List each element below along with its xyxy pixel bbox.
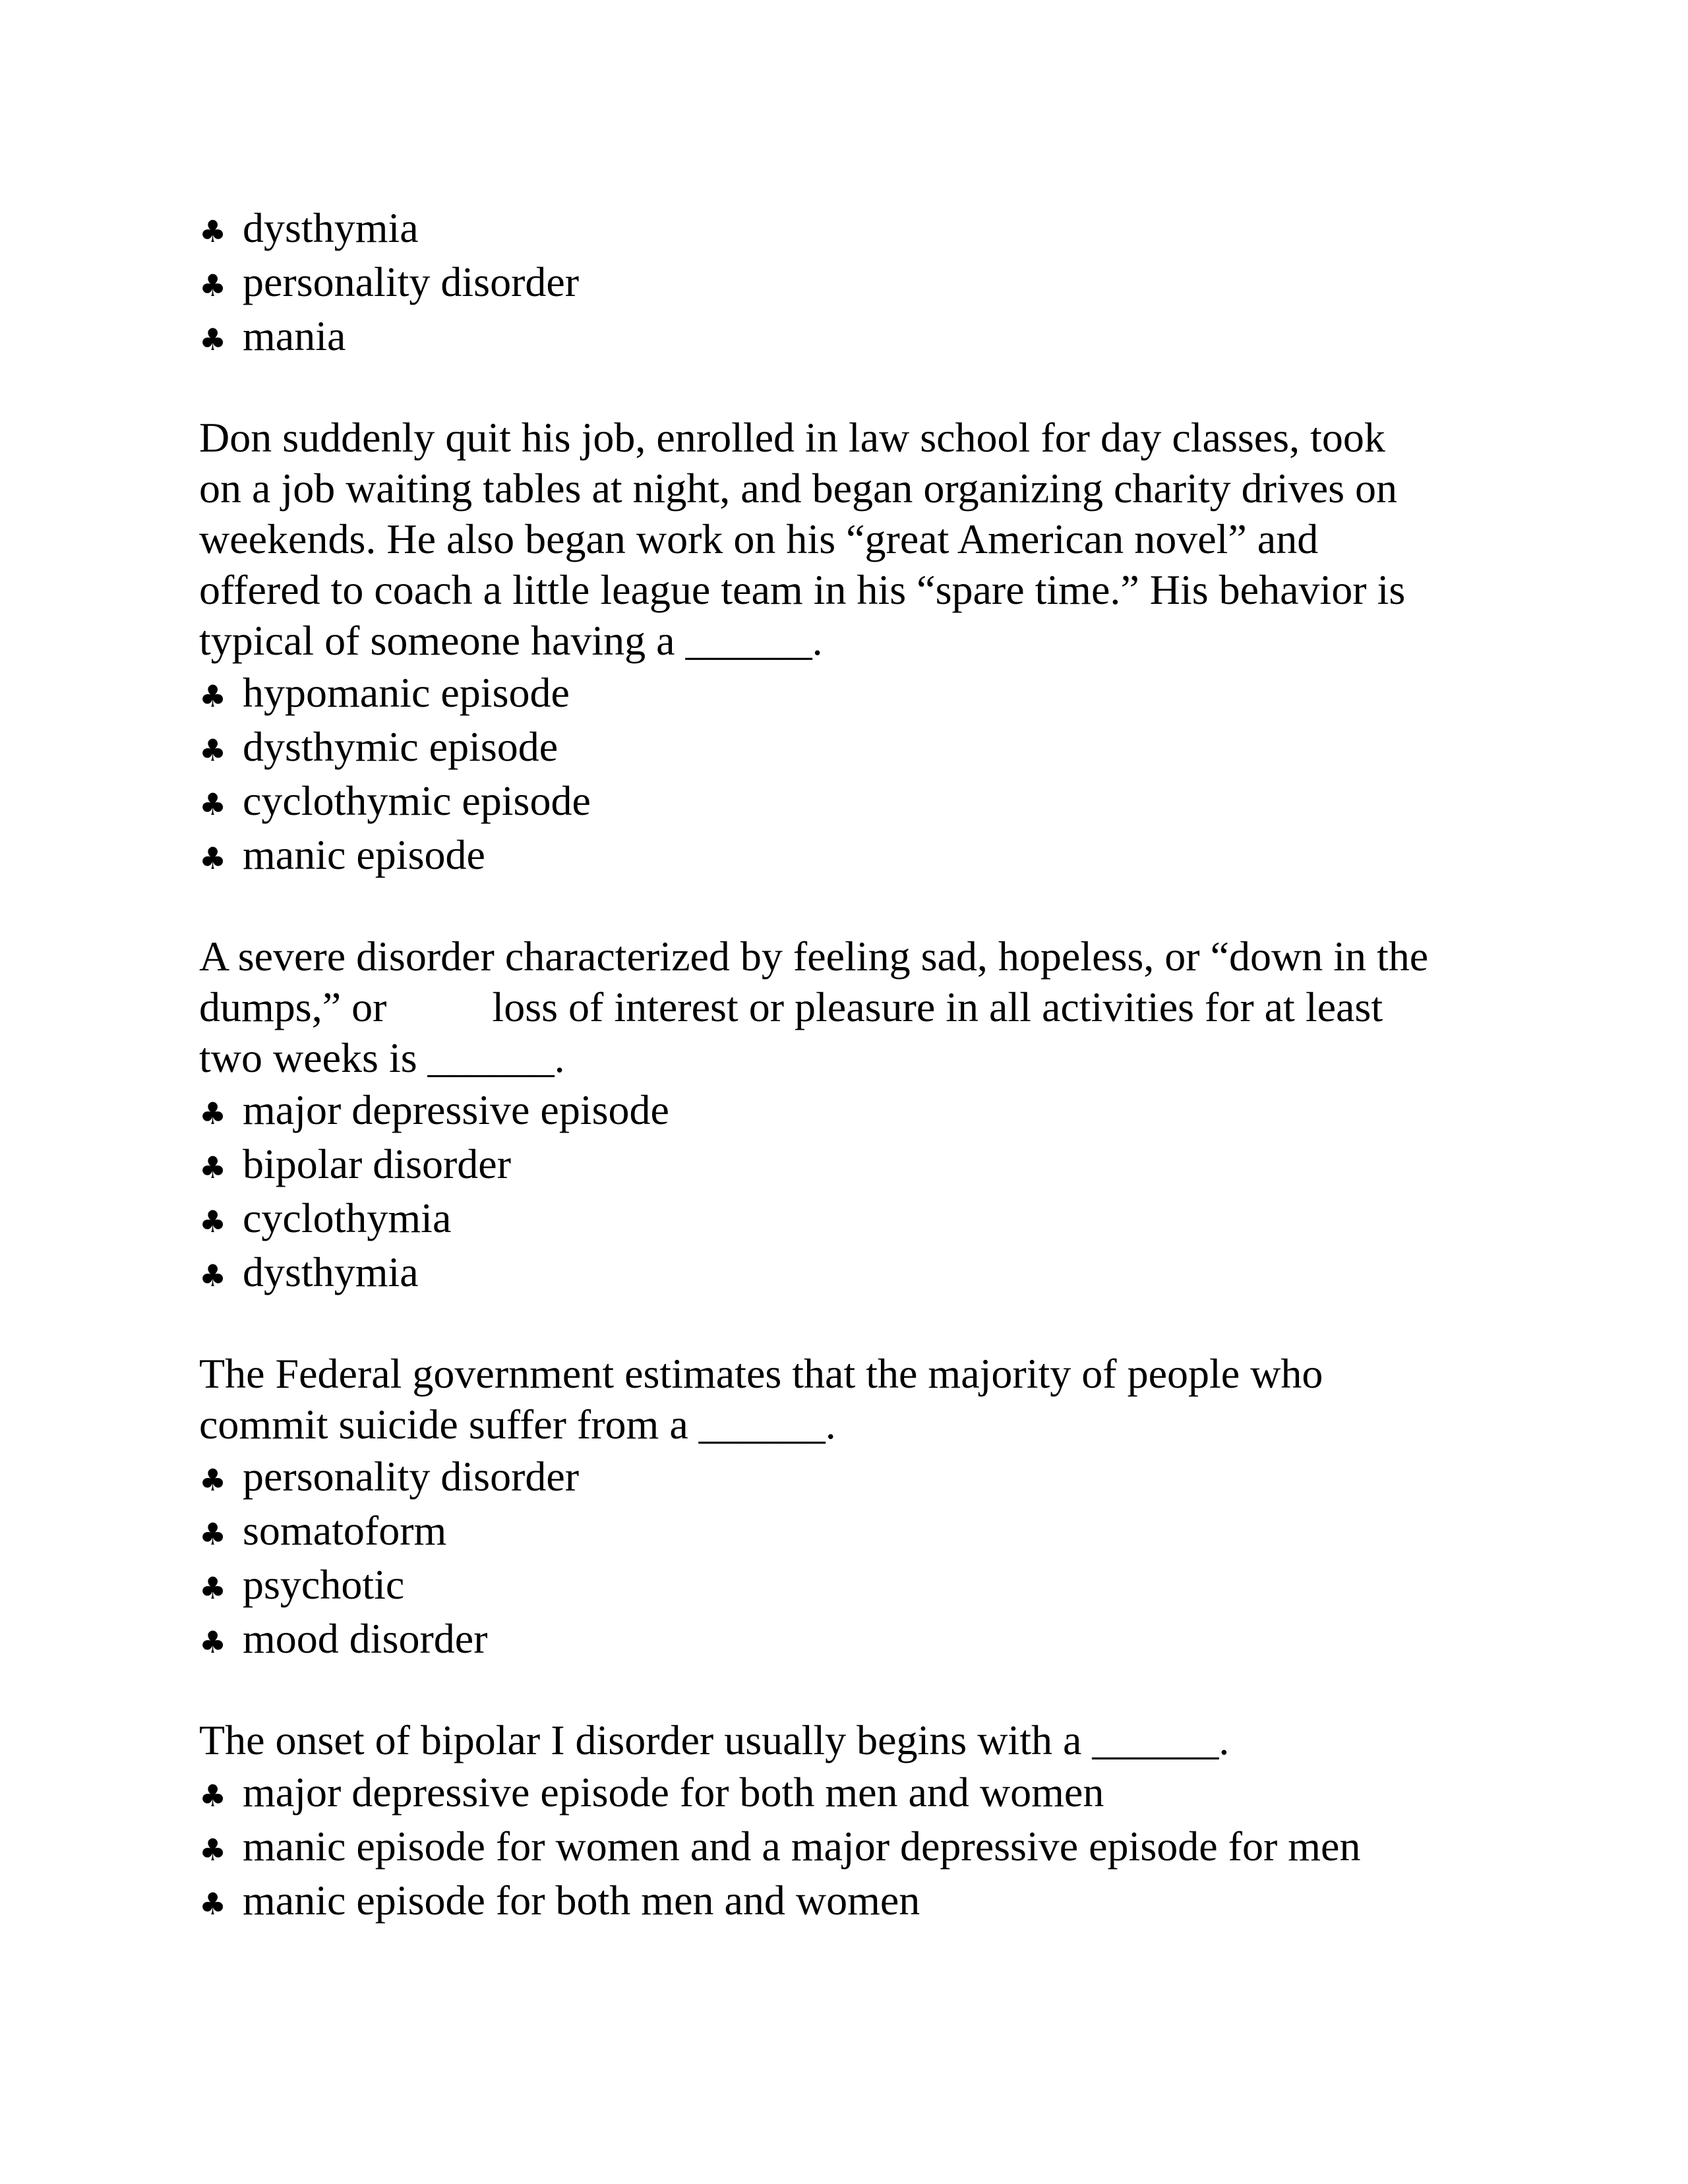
answer-option bbox=[199, 309, 1518, 363]
club-bullet-icon: ♣ bbox=[199, 214, 227, 249]
club-bullet-icon: ♣ bbox=[199, 268, 227, 303]
answer-option bbox=[199, 666, 1518, 720]
question-block bbox=[199, 201, 1518, 363]
club-bullet-icon: ♣ bbox=[199, 1096, 227, 1131]
question-block bbox=[199, 1715, 1518, 1928]
answer-option bbox=[199, 1191, 1518, 1245]
question-text: The Federal government estimates that the majority of people who commit suicide suffer from a ______. bbox=[199, 1350, 1323, 1448]
answer-option bbox=[199, 1083, 1518, 1137]
answer-option bbox=[199, 1504, 1518, 1558]
club-bullet-icon: ♣ bbox=[199, 322, 227, 357]
answer-option bbox=[199, 1612, 1518, 1666]
club-bullet-icon: ♣ bbox=[199, 1570, 227, 1606]
question-text: Don suddenly quit his job, enrolled in law school for day classes, took on a job waiting tables at night, and began organizing charity drives on weekends. He also began work on his “great American novel” and offered to coach a little league team in his “spare time.” His behavior is typical of someone having a ______. bbox=[199, 414, 1406, 664]
club-bullet-icon: ♣ bbox=[199, 786, 227, 822]
answer-option-text: mood disorder bbox=[243, 1615, 488, 1662]
answer-options bbox=[199, 666, 1518, 882]
answer-option bbox=[199, 1245, 1518, 1299]
club-bullet-icon: ♣ bbox=[199, 1624, 227, 1660]
answer-option-text: psychotic bbox=[243, 1561, 405, 1608]
question-block bbox=[199, 1348, 1518, 1666]
club-bullet-icon: ♣ bbox=[199, 1516, 227, 1552]
answer-options bbox=[199, 201, 1518, 363]
answer-option-text: dysthymia bbox=[243, 1249, 419, 1295]
club-bullet-icon: ♣ bbox=[199, 841, 227, 876]
answer-option bbox=[199, 201, 1518, 255]
answer-option bbox=[199, 1874, 1518, 1928]
answer-option-text: manic episode bbox=[243, 831, 485, 878]
answer-option-text: major depressive episode bbox=[243, 1086, 669, 1133]
answer-option bbox=[199, 255, 1518, 309]
answer-option-text: manic episode for both men and women bbox=[243, 1877, 920, 1924]
club-bullet-icon: ♣ bbox=[199, 1150, 227, 1185]
answer-option-text: bipolar disorder bbox=[243, 1140, 511, 1187]
club-bullet-icon: ♣ bbox=[199, 732, 227, 768]
club-bullet-icon: ♣ bbox=[199, 1462, 227, 1498]
answer-option bbox=[199, 828, 1518, 882]
answer-options bbox=[199, 1765, 1518, 1928]
answer-option-text: somatoform bbox=[243, 1507, 447, 1554]
answer-option-text: dysthymic episode bbox=[243, 723, 558, 770]
question-text: A severe disorder characterized by feeling sad, hopeless, or “down in the dumps,” or loss of interest or pleasure in all activities for at least two weeks is ______. bbox=[199, 933, 1429, 1081]
answer-option-text: mania bbox=[243, 312, 346, 359]
answer-option-text: dysthymia bbox=[243, 204, 419, 251]
answer-option-text: personality disorder bbox=[243, 258, 580, 305]
question-text: The onset of bipolar I disorder usually begins with a ______. bbox=[199, 1717, 1230, 1763]
answer-option-text: hypomanic episode bbox=[243, 669, 570, 716]
answer-option-text: cyclothymic episode bbox=[243, 777, 591, 824]
answer-option bbox=[199, 1765, 1518, 1819]
answer-option bbox=[199, 1450, 1518, 1504]
club-bullet-icon: ♣ bbox=[199, 1204, 227, 1239]
answer-option-text: personality disorder bbox=[243, 1453, 580, 1500]
club-bullet-icon: ♣ bbox=[199, 1832, 227, 1868]
answer-option bbox=[199, 720, 1518, 774]
answer-option bbox=[199, 1558, 1518, 1612]
answer-option bbox=[199, 1137, 1518, 1191]
answer-options bbox=[199, 1450, 1518, 1666]
club-bullet-icon: ♣ bbox=[199, 678, 227, 714]
club-bullet-icon: ♣ bbox=[199, 1258, 227, 1293]
answer-options bbox=[199, 1083, 1518, 1299]
answer-option-text: major depressive episode for both men and women bbox=[243, 1769, 1104, 1815]
answer-option bbox=[199, 1819, 1518, 1874]
answer-option bbox=[199, 774, 1518, 828]
club-bullet-icon: ♣ bbox=[199, 1886, 227, 1922]
question-block bbox=[199, 931, 1518, 1299]
club-bullet-icon: ♣ bbox=[199, 1778, 227, 1814]
quiz-content bbox=[199, 201, 1518, 1976]
answer-option-text: manic episode for women and a major depressive episode for men bbox=[243, 1823, 1361, 1870]
answer-option-text: cyclothymia bbox=[243, 1195, 452, 1241]
question-block bbox=[199, 412, 1518, 882]
